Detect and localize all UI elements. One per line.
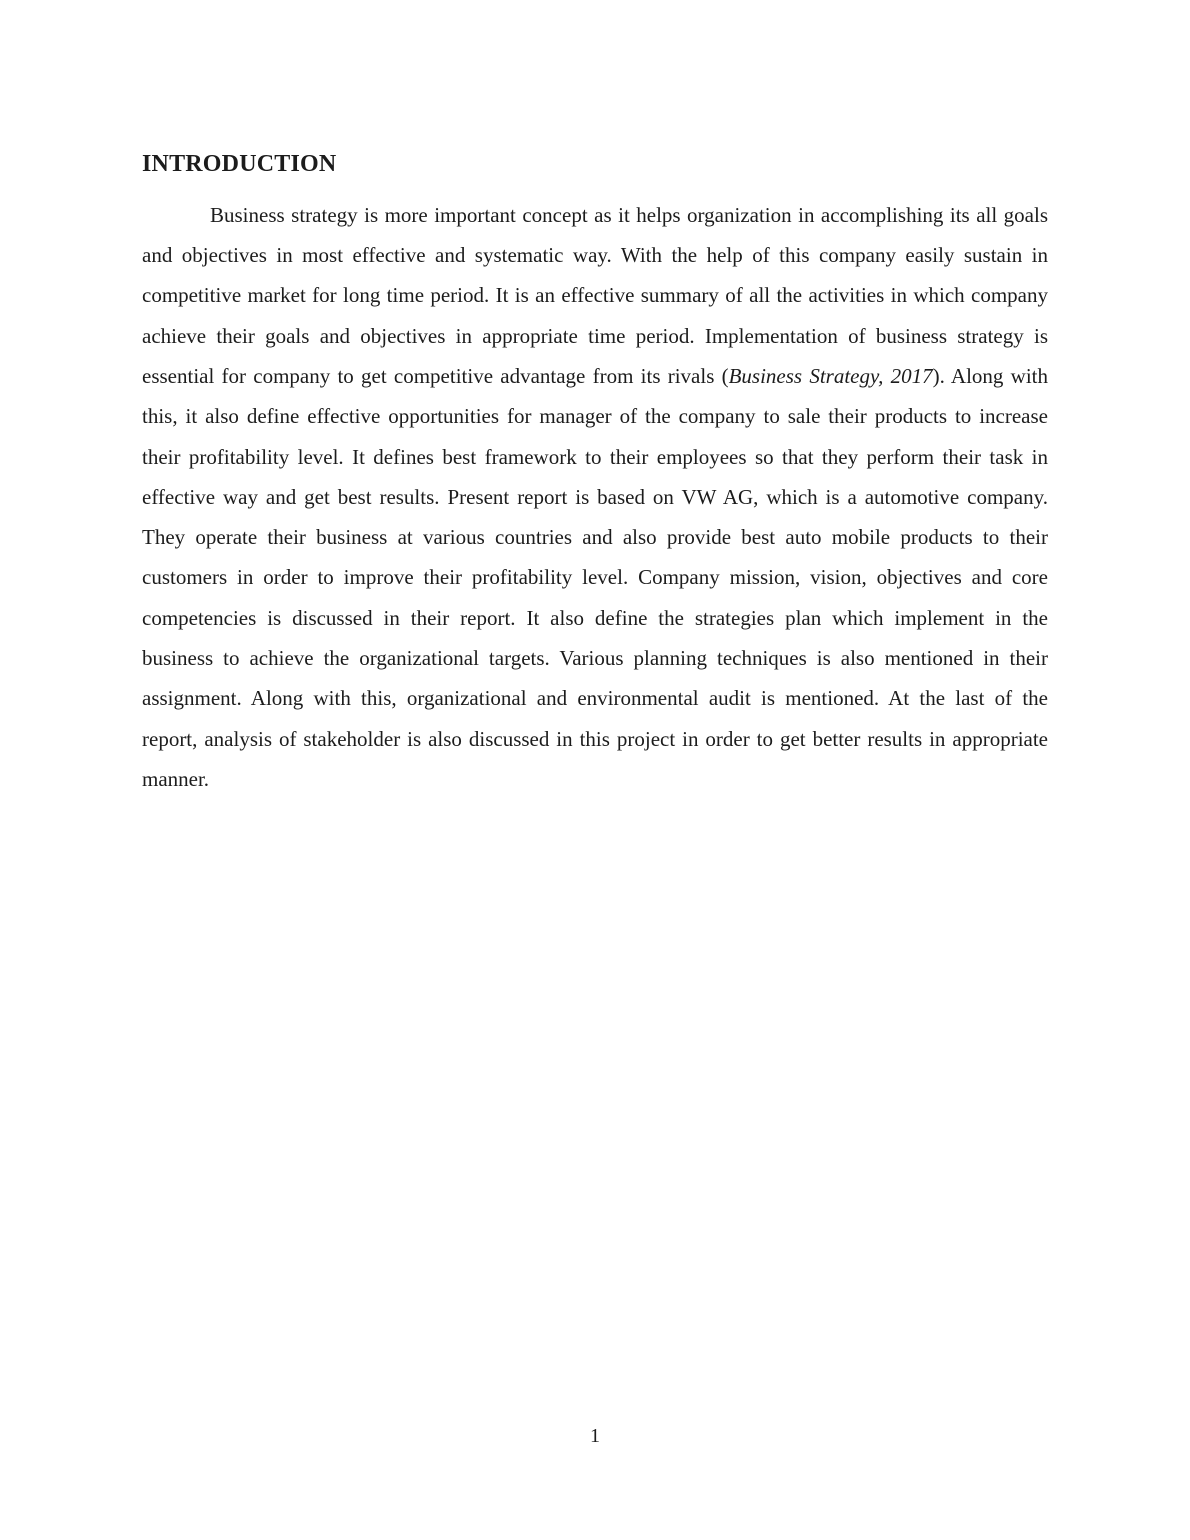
page-content [142, 150, 1048, 799]
paragraph-text-2: ). Along with this, it also define effective opportunities for manager of the company to sale their products to increase their profitability level. It defines best framework to their employees so that they perform their task in effective way and get best results. Present report is based on VW AG, which is a automotive company. They operate their business at various countries and also provide best auto mobile products to their customers in order to improve their profitability level. Company mission, vision, objectives and core competencies is discussed in their report. It also define the strategies plan which implement in the business to achieve the organizational targets. Various planning techniques is also mentioned in their assignment. Along with this, organizational and environmental audit is mentioned. At the last of the report, analysis of stakeholder is also discussed in this project in order to get better results in appropriate manner. [142, 363, 1048, 791]
body-paragraph [142, 195, 1048, 799]
page-number: 1 [590, 1425, 600, 1447]
section-heading: INTRODUCTION [142, 151, 337, 177]
paragraph-text-1: Business strategy is more important concept as it helps organization in accomplishing its all goals and objectives in most effective and systematic way. With the help of this company easily sustain in competitive market for long time period. It is an effective summary of all the activities in which company achieve their goals and objectives in appropriate time period. Implementation of business strategy is essential for company to get competitive advantage from its rivals ( [142, 202, 1048, 388]
citation-italic: Business Strategy, 2017 [728, 363, 933, 388]
